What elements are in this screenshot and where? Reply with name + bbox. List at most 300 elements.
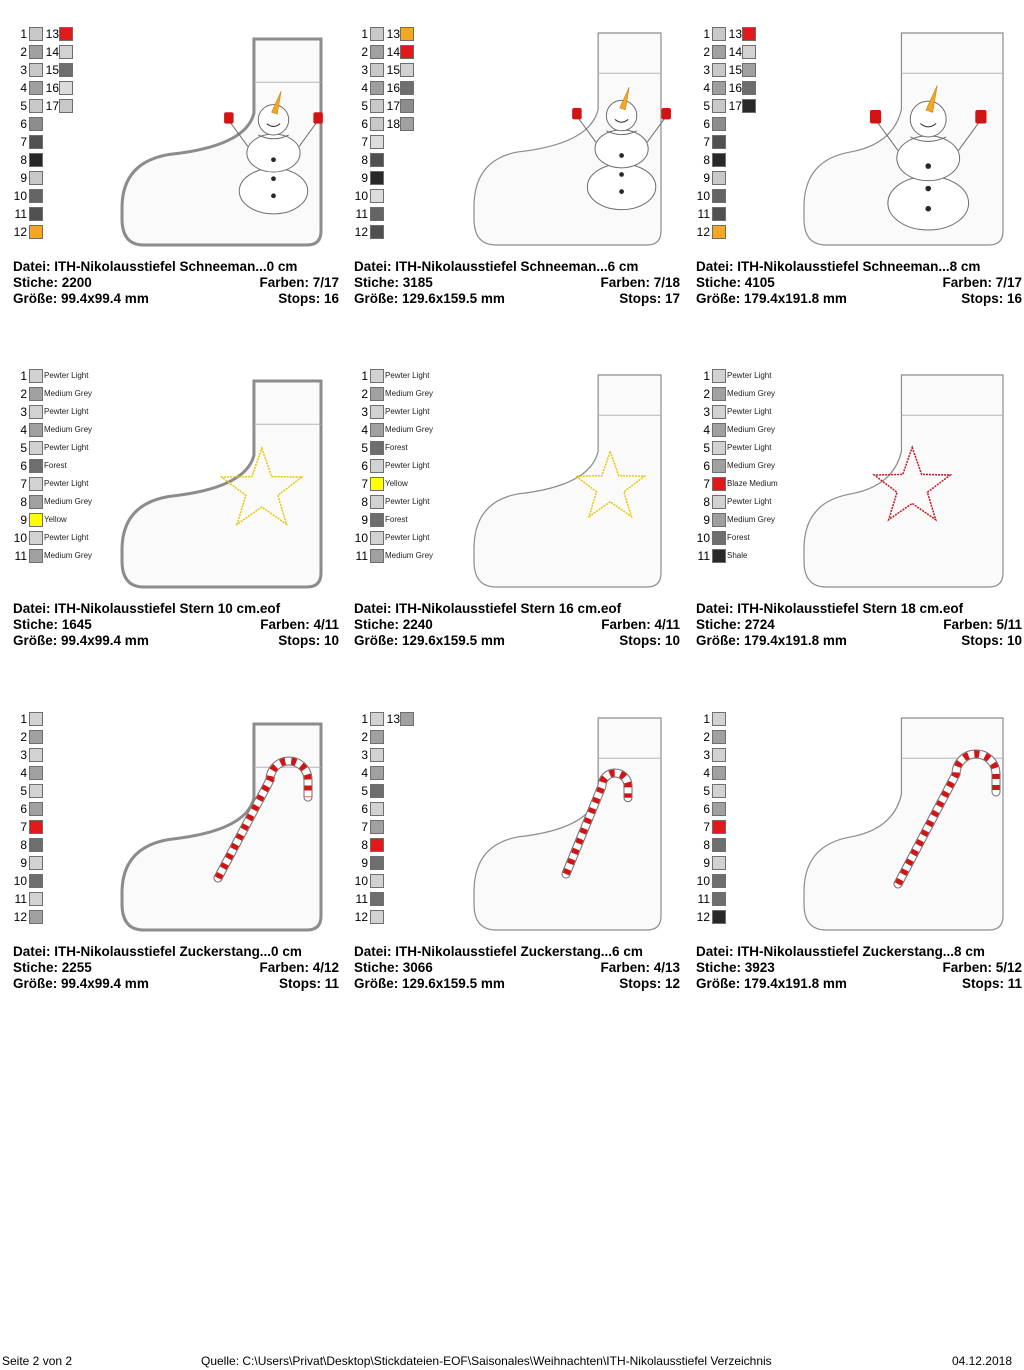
- thread-swatch: [29, 549, 43, 563]
- boot-preview: [472, 33, 663, 245]
- stop-count: Stops: 10: [961, 633, 1022, 648]
- thread-swatch: [29, 225, 43, 239]
- design-info: [696, 259, 1024, 307]
- thread-index: 8: [361, 838, 368, 852]
- stop-count: Stops: 17: [619, 291, 680, 306]
- thread-swatch: [370, 405, 384, 419]
- thread-swatch: [370, 441, 384, 455]
- thread-swatch: [29, 117, 43, 131]
- thread-swatch: [712, 712, 726, 726]
- design-size: Größe: 99.4x99.4 mm: [13, 291, 149, 306]
- design-card[interactable]: [696, 342, 1024, 672]
- thread-index: 15: [728, 63, 742, 77]
- thread-name: Pewter Light: [727, 407, 772, 416]
- design-size: Größe: 129.6x159.5 mm: [354, 633, 505, 648]
- thread-name: Yellow: [385, 479, 408, 488]
- thread-swatch: [29, 459, 43, 473]
- thread-index: 3: [20, 63, 27, 77]
- thread-swatch: [742, 63, 756, 77]
- thread-index: 1: [361, 369, 368, 383]
- thread-name: Pewter Light: [385, 371, 430, 380]
- thread-swatch: [370, 748, 384, 762]
- thread-swatch: [29, 784, 43, 798]
- thread-index: 14: [386, 45, 400, 59]
- stitch-count: Stiche: 1645: [13, 617, 92, 632]
- thread-swatch: [370, 549, 384, 563]
- stop-count: Stops: 16: [961, 291, 1022, 306]
- thread-index: 13: [45, 27, 59, 41]
- thread-index: 3: [703, 748, 710, 762]
- thread-index: 3: [20, 748, 27, 762]
- thread-name: Forest: [385, 443, 408, 452]
- thread-swatch: [370, 766, 384, 780]
- thread-swatch: [712, 766, 726, 780]
- thread-index: 1: [20, 369, 27, 383]
- thread-index: 10: [13, 189, 27, 203]
- thread-swatch: [29, 27, 43, 41]
- color-count: Farben: 7/17: [942, 275, 1022, 290]
- thread-index: 2: [20, 730, 27, 744]
- thread-swatch: [400, 117, 414, 131]
- thread-index: 15: [45, 63, 59, 77]
- thread-swatch: [370, 531, 384, 545]
- thread-swatch: [370, 369, 384, 383]
- stop-count: Stops: 10: [278, 633, 339, 648]
- design-size: Größe: 129.6x159.5 mm: [354, 976, 505, 991]
- thread-swatch: [370, 99, 384, 113]
- thread-swatch: [29, 856, 43, 870]
- thread-swatch: [712, 225, 726, 239]
- file-name: Datei: ITH-Nikolausstiefel Stern 18 cm.eof: [696, 601, 964, 616]
- thread-index: 11: [14, 549, 27, 563]
- design-info: [354, 601, 684, 649]
- thread-index: 12: [13, 910, 27, 924]
- thread-swatch: [29, 369, 43, 383]
- thread-swatch: [370, 838, 384, 852]
- file-name: Datei: ITH-Nikolausstiefel Schneeman...8 cm: [696, 259, 981, 274]
- thread-index: 3: [20, 405, 27, 419]
- thread-index: 6: [20, 117, 27, 131]
- thread-index: 8: [703, 838, 710, 852]
- thread-swatch: [370, 225, 384, 239]
- thread-swatch: [742, 45, 756, 59]
- thread-index: 2: [361, 730, 368, 744]
- design-size: Größe: 179.4x191.8 mm: [696, 291, 847, 306]
- thread-swatch: [29, 820, 43, 834]
- design-info: [13, 944, 343, 992]
- thread-index: 11: [14, 207, 27, 221]
- thread-index: 1: [703, 27, 710, 41]
- stitch-count: Stiche: 2240: [354, 617, 433, 632]
- thread-swatch: [29, 910, 43, 924]
- thread-index: 7: [703, 477, 710, 491]
- thread-swatch: [370, 856, 384, 870]
- design-card[interactable]: [354, 685, 684, 1015]
- thread-name: Pewter Light: [385, 407, 430, 416]
- thread-index: 11: [697, 549, 710, 563]
- thread-swatch: [370, 495, 384, 509]
- thread-index: 11: [355, 892, 368, 906]
- thread-swatch: [712, 153, 726, 167]
- thread-swatch: [29, 838, 43, 852]
- thread-swatch: [712, 405, 726, 419]
- thread-index: 5: [703, 441, 710, 455]
- thread-name: Pewter Light: [385, 461, 430, 470]
- thread-index: 4: [703, 81, 710, 95]
- color-count: Farben: 4/12: [259, 960, 339, 975]
- thread-index: 8: [703, 495, 710, 509]
- thread-swatch: [29, 387, 43, 401]
- boot-preview: [472, 375, 663, 587]
- thread-index: 17: [45, 99, 59, 113]
- thread-swatch: [370, 730, 384, 744]
- file-name: Datei: ITH-Nikolausstiefel Zuckerstang...6 cm: [354, 944, 643, 959]
- thread-swatch: [29, 423, 43, 437]
- design-card[interactable]: [354, 342, 684, 672]
- thread-index: 3: [361, 63, 368, 77]
- thread-index: 9: [703, 171, 710, 185]
- thread-index: 1: [20, 712, 27, 726]
- thread-swatch: [29, 513, 43, 527]
- thread-index: 8: [703, 153, 710, 167]
- thread-swatch: [370, 207, 384, 221]
- stitch-count: Stiche: 2724: [696, 617, 775, 632]
- thread-index: 9: [20, 513, 27, 527]
- design-info: [13, 601, 343, 649]
- thread-swatch: [370, 63, 384, 77]
- thread-index: 16: [45, 81, 59, 95]
- thread-index: 9: [361, 513, 368, 527]
- thread-swatch: [29, 207, 43, 221]
- design-size: Größe: 179.4x191.8 mm: [696, 976, 847, 991]
- thread-index: 12: [696, 225, 710, 239]
- thread-swatch: [400, 81, 414, 95]
- thread-name: Forest: [727, 533, 750, 542]
- thread-swatch: [712, 477, 726, 491]
- thread-swatch: [370, 712, 384, 726]
- thread-index: 7: [20, 135, 27, 149]
- thread-swatch: [29, 45, 43, 59]
- thread-index: 14: [728, 45, 742, 59]
- thread-name: Medium Grey: [727, 389, 776, 398]
- design-card[interactable]: [696, 0, 1024, 330]
- thread-swatch: [712, 369, 726, 383]
- thread-swatch: [712, 495, 726, 509]
- thread-swatch: [712, 387, 726, 401]
- thread-swatch: [29, 99, 43, 113]
- thread-swatch: [370, 910, 384, 924]
- thread-swatch: [59, 99, 73, 113]
- thread-name: Medium Grey: [44, 497, 93, 506]
- thread-swatch: [712, 207, 726, 221]
- thread-swatch: [712, 856, 726, 870]
- thread-swatch: [29, 874, 43, 888]
- thread-index: 10: [354, 189, 368, 203]
- stop-count: Stops: 16: [278, 291, 339, 306]
- thread-swatch: [370, 459, 384, 473]
- thread-swatch: [29, 477, 43, 491]
- stop-count: Stops: 11: [961, 976, 1022, 991]
- thread-index: 6: [703, 459, 710, 473]
- thread-index: 11: [355, 207, 368, 221]
- boot-outline: [804, 375, 1003, 587]
- color-count: Farben: 5/12: [942, 960, 1022, 975]
- thread-index: 8: [20, 495, 27, 509]
- thread-index: 5: [703, 784, 710, 798]
- boot-preview: [120, 39, 323, 245]
- thread-index: 17: [386, 99, 400, 113]
- thread-index: 7: [361, 477, 368, 491]
- thread-index: 9: [20, 171, 27, 185]
- design-size: Größe: 129.6x159.5 mm: [354, 291, 505, 306]
- thread-index: 7: [20, 477, 27, 491]
- thread-swatch: [29, 189, 43, 203]
- thread-index: 17: [728, 99, 742, 113]
- thread-swatch: [712, 45, 726, 59]
- thread-index: 12: [354, 910, 368, 924]
- stitch-count: Stiche: 2255: [13, 960, 92, 975]
- thread-swatch: [712, 99, 726, 113]
- print-date: 04.12.2018: [951, 1354, 1012, 1368]
- thread-index: 3: [703, 63, 710, 77]
- boot-preview: [120, 381, 323, 587]
- thread-index: 9: [20, 856, 27, 870]
- design-info: [354, 944, 684, 992]
- boot-outline: [122, 381, 321, 587]
- thread-swatch: [29, 153, 43, 167]
- thread-index: 4: [20, 766, 27, 780]
- thread-index: 5: [20, 441, 27, 455]
- thread-swatch: [712, 892, 726, 906]
- thread-swatch: [29, 63, 43, 77]
- thread-swatch: [370, 45, 384, 59]
- thread-name: Medium Grey: [44, 425, 93, 434]
- thread-index: 6: [20, 802, 27, 816]
- thread-swatch: [370, 171, 384, 185]
- thread-index: 2: [703, 387, 710, 401]
- thread-swatch: [29, 892, 43, 906]
- design-info: [354, 259, 684, 307]
- thread-index: 10: [696, 189, 710, 203]
- thread-index: 3: [361, 405, 368, 419]
- thread-index: 6: [703, 117, 710, 131]
- boot-preview: [802, 33, 1005, 245]
- thread-index: 16: [386, 81, 400, 95]
- thread-swatch: [712, 802, 726, 816]
- thread-swatch: [400, 27, 414, 41]
- thread-swatch: [59, 63, 73, 77]
- thread-index: 10: [354, 531, 368, 545]
- thread-index: 4: [703, 766, 710, 780]
- thread-index: 4: [703, 423, 710, 437]
- thread-name: Medium Grey: [385, 389, 434, 398]
- thread-swatch: [370, 423, 384, 437]
- thread-name: Medium Grey: [385, 551, 434, 560]
- thread-swatch: [712, 81, 726, 95]
- thread-index: 5: [20, 784, 27, 798]
- design-card[interactable]: [696, 685, 1024, 1015]
- thread-index: 5: [361, 784, 368, 798]
- thread-swatch: [29, 405, 43, 419]
- thread-swatch: [370, 513, 384, 527]
- thread-name: Medium Grey: [385, 425, 434, 434]
- thread-name: Pewter Light: [44, 407, 89, 416]
- thread-index: 11: [355, 549, 368, 563]
- thread-index: 2: [361, 387, 368, 401]
- stitch-count: Stiche: 2200: [13, 275, 92, 290]
- thread-name: Pewter Light: [44, 479, 89, 488]
- thread-index: 12: [354, 225, 368, 239]
- thread-index: 1: [20, 27, 27, 41]
- thread-name: Forest: [385, 515, 408, 524]
- thread-index: 8: [20, 153, 27, 167]
- file-name: Datei: ITH-Nikolausstiefel Zuckerstang...8 cm: [696, 944, 985, 959]
- thread-name: Yellow: [44, 515, 67, 524]
- thread-index: 4: [361, 766, 368, 780]
- thread-swatch: [29, 495, 43, 509]
- thread-swatch: [712, 117, 726, 131]
- thread-swatch: [370, 477, 384, 491]
- design-card[interactable]: [13, 0, 343, 330]
- thread-name: Pewter Light: [385, 533, 430, 542]
- thread-swatch: [370, 892, 384, 906]
- color-count: Farben: 5/11: [943, 617, 1022, 632]
- thread-index: 4: [361, 81, 368, 95]
- thread-index: 18: [386, 117, 400, 131]
- thread-index: 8: [20, 838, 27, 852]
- thread-swatch: [370, 153, 384, 167]
- thread-swatch: [712, 63, 726, 77]
- stop-count: Stops: 11: [278, 976, 339, 991]
- boot-preview: [472, 718, 663, 930]
- thread-swatch: [29, 441, 43, 455]
- design-size: Größe: 99.4x99.4 mm: [13, 976, 149, 991]
- color-count: Farben: 7/17: [259, 275, 339, 290]
- design-card[interactable]: [354, 0, 684, 330]
- thread-swatch: [712, 441, 726, 455]
- thread-swatch: [712, 549, 726, 563]
- thread-index: 1: [361, 712, 368, 726]
- boot-outline: [474, 375, 661, 587]
- stitch-count: Stiche: 4105: [696, 275, 775, 290]
- thread-index: 6: [361, 459, 368, 473]
- thread-index: 11: [697, 207, 710, 221]
- thread-name: Pewter Light: [727, 497, 772, 506]
- boot-preview: [802, 718, 1005, 930]
- thread-swatch: [712, 531, 726, 545]
- thread-swatch: [712, 838, 726, 852]
- color-count: Farben: 4/13: [600, 960, 680, 975]
- thread-index: 7: [703, 820, 710, 834]
- thread-index: 5: [20, 99, 27, 113]
- thread-index: 5: [361, 441, 368, 455]
- boot-preview: [120, 724, 323, 930]
- thread-swatch: [370, 802, 384, 816]
- design-info: [13, 259, 343, 307]
- thread-swatch: [370, 81, 384, 95]
- thread-index: 13: [728, 27, 742, 41]
- thread-swatch: [370, 135, 384, 149]
- thread-index: 10: [696, 874, 710, 888]
- thread-index: 6: [703, 802, 710, 816]
- thread-swatch: [29, 766, 43, 780]
- thread-index: 12: [696, 910, 710, 924]
- color-count: Farben: 4/11: [260, 617, 339, 632]
- thread-index: 7: [361, 820, 368, 834]
- file-name: Datei: ITH-Nikolausstiefel Schneeman...6 cm: [354, 259, 639, 274]
- design-card[interactable]: [13, 342, 343, 672]
- file-name: Datei: ITH-Nikolausstiefel Schneeman...0 cm: [13, 259, 298, 274]
- thread-index: 6: [361, 117, 368, 131]
- thread-swatch: [29, 712, 43, 726]
- thread-name: Medium Grey: [44, 551, 93, 560]
- source-path: Quelle: C:\Users\Privat\Desktop\Stickdateien-EOF\Saisonales\Weihnachten\ITH-Nikolausstiefel Verzeichnis: [201, 1354, 772, 1368]
- thread-name: Blaze Medium: [727, 479, 778, 488]
- thread-swatch: [370, 117, 384, 131]
- thread-swatch: [712, 189, 726, 203]
- thread-index: 7: [20, 820, 27, 834]
- page-number: Seite 2 von 2: [2, 1354, 73, 1368]
- thread-swatch: [29, 81, 43, 95]
- thread-swatch: [712, 135, 726, 149]
- design-card[interactable]: [13, 685, 343, 1015]
- thread-index: 3: [703, 405, 710, 419]
- thread-name: Pewter Light: [44, 371, 89, 380]
- thread-index: 8: [361, 495, 368, 509]
- thread-swatch: [742, 99, 756, 113]
- thread-index: 10: [354, 874, 368, 888]
- design-info: [696, 601, 1024, 649]
- thread-index: 5: [703, 99, 710, 113]
- thread-name: Medium Grey: [44, 389, 93, 398]
- file-name: Datei: ITH-Nikolausstiefel Stern 10 cm.eof: [13, 601, 281, 616]
- boot-outline: [122, 724, 321, 930]
- thread-name: Medium Grey: [727, 461, 776, 470]
- thread-swatch: [370, 784, 384, 798]
- thread-name: Pewter Light: [385, 497, 430, 506]
- thread-index: 5: [361, 99, 368, 113]
- thread-swatch: [29, 730, 43, 744]
- thread-index: 6: [361, 802, 368, 816]
- thread-index: 10: [696, 531, 710, 545]
- color-count: Farben: 7/18: [600, 275, 680, 290]
- thread-name: Medium Grey: [727, 425, 776, 434]
- thread-swatch: [712, 748, 726, 762]
- thread-swatch: [370, 874, 384, 888]
- thread-index: 2: [703, 730, 710, 744]
- thread-name: Medium Grey: [727, 515, 776, 524]
- thread-swatch: [712, 513, 726, 527]
- thread-index: 12: [13, 225, 27, 239]
- thread-index: 9: [361, 856, 368, 870]
- thread-index: 3: [361, 748, 368, 762]
- thread-swatch: [712, 171, 726, 185]
- thread-index: 8: [361, 153, 368, 167]
- thread-swatch: [29, 531, 43, 545]
- stop-count: Stops: 12: [619, 976, 680, 991]
- thread-swatch: [400, 712, 414, 726]
- file-name: Datei: ITH-Nikolausstiefel Stern 16 cm.eof: [354, 601, 622, 616]
- thread-index: 9: [361, 171, 368, 185]
- thread-index: 13: [386, 712, 400, 726]
- design-size: Größe: 99.4x99.4 mm: [13, 633, 149, 648]
- thread-index: 2: [361, 45, 368, 59]
- thread-index: 4: [20, 423, 27, 437]
- color-count: Farben: 4/11: [601, 617, 680, 632]
- thread-index: 10: [13, 874, 27, 888]
- thread-index: 14: [45, 45, 59, 59]
- boot-outline: [474, 718, 661, 930]
